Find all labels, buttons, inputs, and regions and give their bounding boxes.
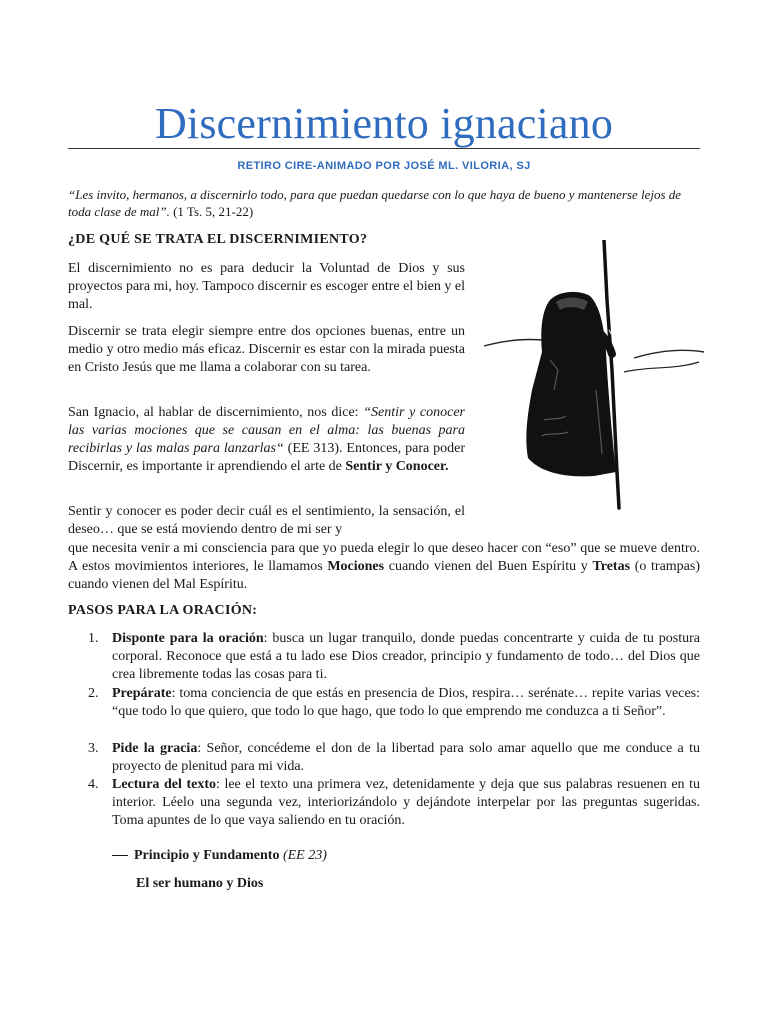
list-item-1-text: : busca un lugar tranquilo, donde puedas concentrarte y cuida de tu postura corporal. Reconoce que está a tu lado ese Dios creador, principio y fundamento de todo… del Dios que crea libremente todas las cosas para ti. [112,631,700,682]
epigraph-quote: “Les invito, hermanos, a discernirlo todo, para que puedan quedarse con lo que haya de bueno y mantenerse lejos de toda clase de mal”. [68,187,682,219]
paragraph-4-continued [68,540,700,594]
dash-icon [112,855,128,856]
paragraph-4-text-3: (o trampas) cuando vienen del Mal Espíritu. [68,559,700,592]
paragraph-3-intro: San Ignacio, al hablar de discernimiento, nos dice: [68,405,364,420]
list-item-3 [112,740,700,776]
section-heading-discernimiento: ¿DE QUÉ SE TRATA EL DISCERNIMIENTO? [68,232,368,247]
list-number-2: 2. [88,686,99,701]
list-number-1: 1. [88,631,99,646]
paragraph-3-middle: (EE 313). Entonces, para poder Discernir, es importante ir aprendiendo el arte de [68,441,465,474]
subheading-principio [112,848,327,864]
list-item-4-title: Lectura del texto [112,777,216,792]
list-number-4: 4. [88,777,99,792]
paragraph-4-text: que necesita venir a mi consciencia para que yo pueda elegir lo que deseo hacer con “eso” que se mueve dentro. A estos movimientos interiores, le llamamos [68,541,700,574]
list-number-3: 3. [88,741,99,756]
list-item-1 [112,630,700,684]
title-rule [68,148,700,149]
paragraph-1: El discernimiento no es para deducir la Voluntad de Dios y sus proyectos para mi, hoy. Tampoco discernir es escoger entre el bien y el mal. [68,261,465,312]
page-subtitle: RETIRO CIRE-ANIMADO POR JOSÉ ML. VILORIA, SJ [237,160,531,172]
epigraph [68,186,700,220]
mociones-term: Mociones [327,559,385,574]
pilgrim-with-staff-icon [484,240,704,520]
ignatius-quote: “Sentir y conocer las varias mociones que se causan en el alma: las buenas para recibirlas y las malas para lanzarlas“ [68,405,465,456]
list-item-1-title: Disponte para la oración [112,631,264,646]
subheading-principio-title: Principio y Fundamento [134,848,280,863]
list-item-2-title: Prepárate [112,686,172,701]
tretas-term: Tretas [592,559,631,574]
list-item-2 [112,685,700,721]
page-title: Discernimiento ignaciano [154,99,614,148]
subheading-principio-ref: (EE 23) [282,848,327,863]
list-item-4 [112,776,700,830]
epigraph-ref: (1 Ts. 5, 21-22) [173,204,254,219]
sentir-conocer-term: Sentir y Conocer. [345,459,449,474]
paragraph-4-start: Sentir y conocer es poder decir cuál es el sentimiento, la sensación, el deseo… que se está moviendo dentro de mi ser y [68,504,465,537]
paragraph-3 [68,404,465,476]
subheading-ser-humano: El ser humano y Dios [136,876,264,891]
paragraph-4-text-2: cuando vienen del Buen Espíritu y [384,559,593,574]
section-heading-pasos: PASOS PARA LA ORACIÓN: [68,603,258,618]
list-item-3-title: Pide la gracia [112,741,198,756]
list-item-3-text: : Señor, concédeme el don de la libertad para solo amar aquello que me conduce a tu proyecto de plenitud para mi vida. [112,741,700,774]
list-item-4-text: : lee el texto una primera vez, detenidamente y deja que sus palabras resuenen en tu interior. Léelo una segunda vez, interiorizándolo y dejándote interpelar por las preguntas sugeridas. Toma apuntes de lo que vaya saliendo en tu oración. [112,777,701,828]
list-item-2-text: : toma conciencia de que estás en presencia de Dios, respira… serénate… repite varias veces: “que todo lo que quiero, que todo lo que hago, que todo lo que emprendo me conduzca a ti Señor”. [112,686,700,719]
paragraph-2: Discernir se trata elegir siempre entre dos opciones buenas, entre un medio y otro medio más eficaz. Discernir es estar con la mirada puesta en Cristo Jesús que me llama a colaborar con su tarea. [68,324,465,375]
